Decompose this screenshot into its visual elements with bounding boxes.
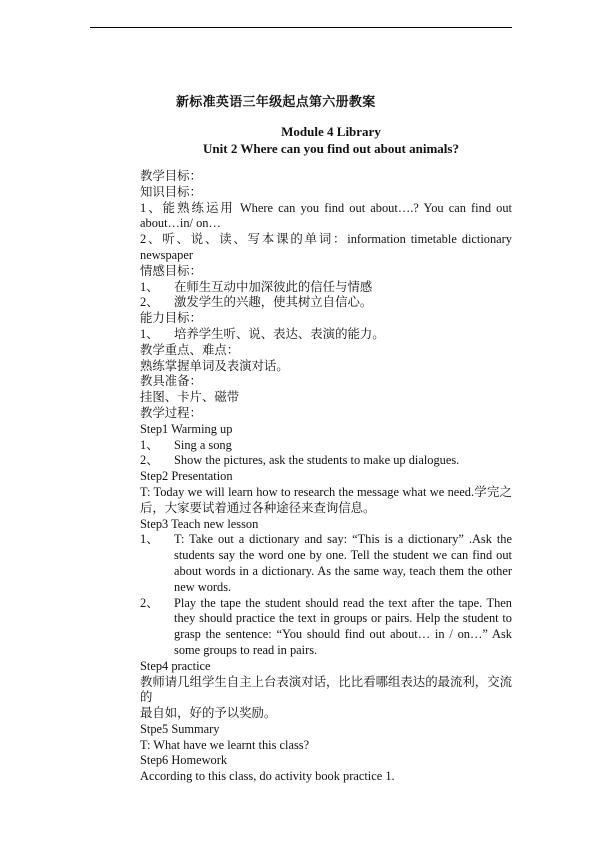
item-number: 1、 xyxy=(140,279,159,294)
emotion-heading: 情感目标： xyxy=(140,263,202,278)
keypoints-heading: 教学重点、难点： xyxy=(140,342,240,357)
step3-item-1 xyxy=(140,532,512,595)
ability-item-1 xyxy=(140,327,512,343)
item-number: 2、 xyxy=(140,295,159,310)
document-title: 新标准英语三年级起点第六册教案 xyxy=(176,94,376,109)
step1-item-2 xyxy=(140,453,512,469)
step3-item-2 xyxy=(140,596,512,659)
step2-text-cont: 后，大家要试着通过各种途径来查询信息。 xyxy=(140,500,376,515)
ability-heading: 能力目标： xyxy=(140,311,202,326)
item-number: 1、 xyxy=(140,437,159,452)
item-text: T: Take out a dictionary and say: “This is a dictionary” .Ask the students say the word one by one. Tell the student we can find out about words in a dictionary. As the same way, teach them the other new words. xyxy=(174,532,512,594)
step4-title: Step4 practice xyxy=(140,658,211,673)
knowledge-item-1: 1、能熟练运用 Where can you find out about….? You can find out xyxy=(140,200,512,215)
knowledge-item-1-cont: about…in/ on… xyxy=(140,216,221,231)
item-number: 1、 xyxy=(140,532,159,547)
knowledge-heading: 知识目标： xyxy=(140,184,202,199)
tools-heading: 教具准备： xyxy=(140,374,202,389)
knowledge-item-2-cont: newspaper xyxy=(140,247,193,262)
item-text: Play the tape the student should read the text after the tape. Then they should practice the text in groups or pairs. Help the student to grasp the sentence: “You should find out about… in / on…” Ask some groups to read in pairs. xyxy=(174,595,512,657)
step6-text: According to this class, do activity book practice 1. xyxy=(140,769,395,784)
item-number: 2、 xyxy=(140,595,159,610)
lesson-plan-body xyxy=(140,169,512,785)
item-number: 2、 xyxy=(140,453,159,468)
step4-text-cont: 最自如，好的予以奖励。 xyxy=(140,706,277,721)
knowledge-item-2: 2、听、说、读、写本课的单词：information timetable dictionary xyxy=(140,232,512,247)
step4-text: 教师请几组学生自主上台表演对话，比比看哪组表达的最流利，交流的 xyxy=(140,674,512,705)
item-text: 培养学生听、说、表达、表演的能力。 xyxy=(174,326,385,341)
step2-text: T: Today we will learn how to research the message what we need.学完之 xyxy=(140,484,512,499)
goals-heading: 教学目标： xyxy=(140,169,202,183)
header-rule xyxy=(90,27,512,28)
step6-title: Step6 Homework xyxy=(140,753,228,768)
item-text: Show the pictures, ask the students to make up dialogues. xyxy=(174,453,460,468)
step3-title: Step3 Teach new lesson xyxy=(140,516,259,531)
item-number: 1、 xyxy=(140,326,159,341)
unit-title: Unit 2 Where can you find out about animals? xyxy=(203,141,459,156)
item-text: 在师生互动中加深彼此的信任与情感 xyxy=(174,279,373,294)
emotion-item-1 xyxy=(140,280,512,296)
emotion-item-2 xyxy=(140,295,512,311)
item-text: Sing a song xyxy=(174,437,232,452)
process-heading: 教学过程： xyxy=(140,405,202,420)
module-title: Module 4 Library xyxy=(281,124,381,139)
step5-title: Stpe5 Summary xyxy=(140,721,220,736)
step1-item-1 xyxy=(140,438,512,454)
tools-text: 挂图、卡片、磁带 xyxy=(140,390,240,405)
item-text: 激发学生的兴趣，使其树立自信心。 xyxy=(174,295,373,310)
step2-title: Step2 Presentation xyxy=(140,469,233,484)
step5-text: T: What have we learnt this class? xyxy=(140,737,310,752)
step1-title: Step1 Warming up xyxy=(140,421,233,436)
keypoints-text: 熟练掌握单词及表演对话。 xyxy=(140,358,289,373)
